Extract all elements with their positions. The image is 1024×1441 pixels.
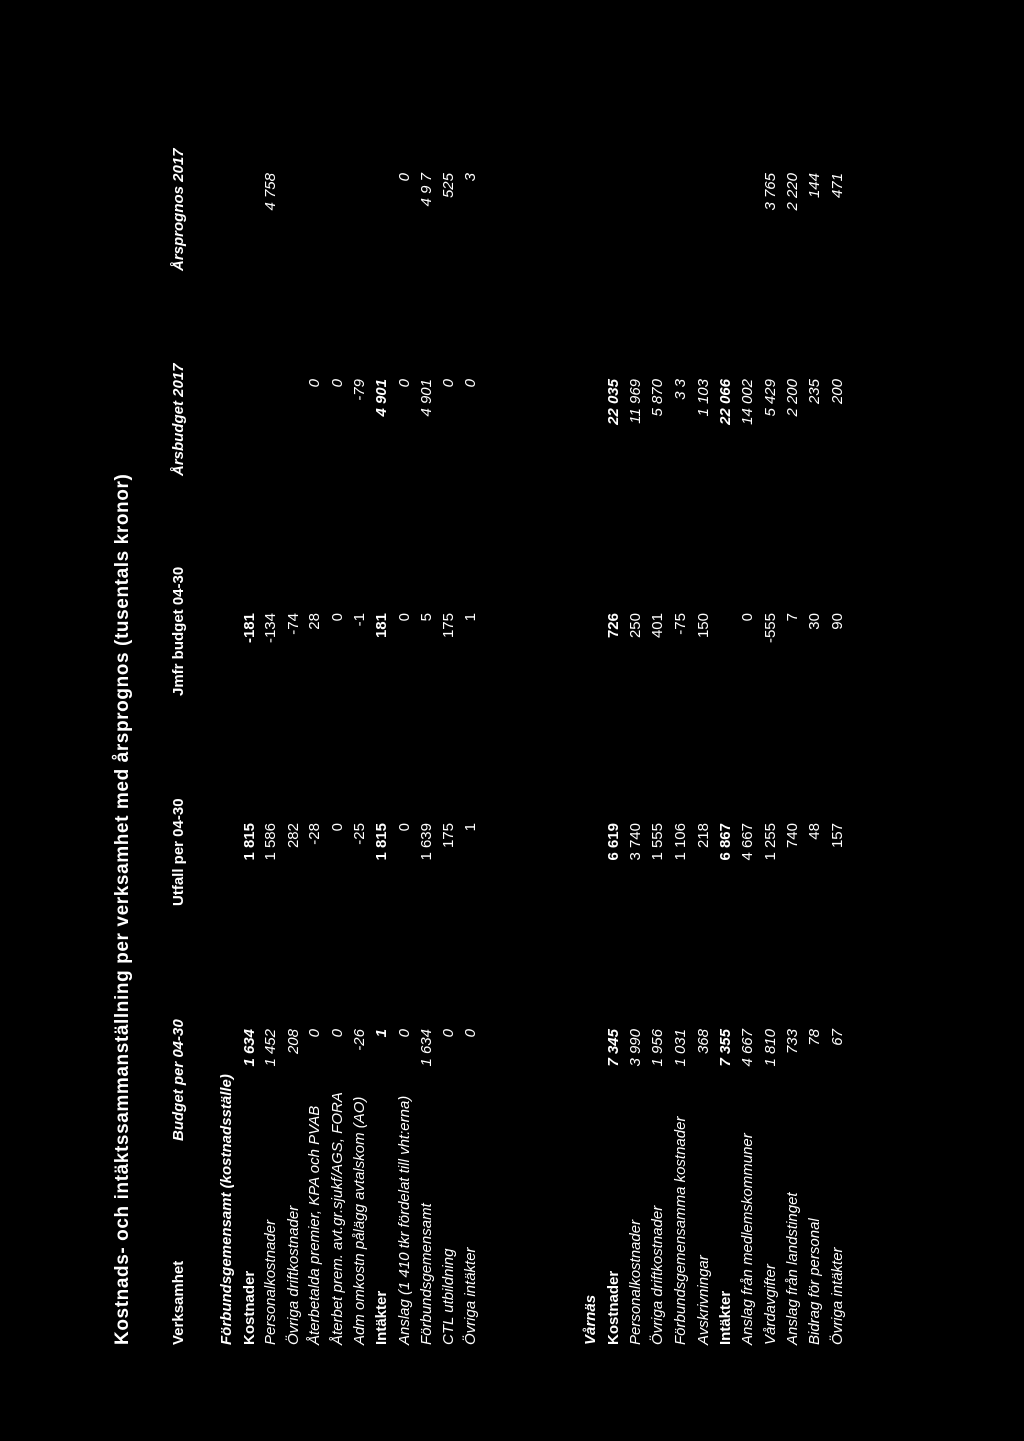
cell-col-2: 0 bbox=[396, 823, 413, 832]
cell-col-3: 28 bbox=[306, 613, 323, 630]
cell-col-2: 48 bbox=[806, 823, 823, 840]
row-label: Intäkter bbox=[373, 1290, 390, 1345]
cell-col-4: 200 bbox=[829, 379, 846, 405]
cell-col-3: 30 bbox=[806, 613, 823, 630]
table-row bbox=[672, 0, 696, 1441]
cell-col-1: 0 bbox=[329, 1029, 346, 1038]
table-row bbox=[784, 0, 808, 1441]
table-row bbox=[396, 0, 420, 1441]
cell-col-4: 0 bbox=[306, 379, 323, 388]
cell-col-3: -75 bbox=[672, 613, 689, 635]
cell-col-2: 1 815 bbox=[373, 823, 390, 861]
cell-col-2: 1 bbox=[462, 823, 479, 832]
cell-col-2: 0 bbox=[329, 823, 346, 832]
cell-col-4: 5 429 bbox=[762, 379, 779, 417]
cell-col-3: 181 bbox=[373, 613, 390, 639]
row-label: Förbundsgemensamt (kostnadsställe) bbox=[218, 1074, 235, 1345]
cell-col-1: -26 bbox=[351, 1029, 368, 1051]
table-row bbox=[582, 0, 606, 1441]
cell-col-4: 22 066 bbox=[717, 379, 734, 425]
cell-col-3: 0 bbox=[739, 613, 756, 622]
cell-col-2: 3 740 bbox=[627, 823, 644, 861]
table-row bbox=[739, 0, 763, 1441]
cell-col-4: 11 969 bbox=[627, 379, 644, 424]
table-row bbox=[605, 0, 629, 1441]
cell-col-2: -25 bbox=[351, 823, 368, 845]
cell-col-4: 4 901 bbox=[373, 379, 390, 417]
row-label: Återbet prem. avt.gr.sjukf/AGS, FORA bbox=[329, 1092, 346, 1345]
column-header-arsprognos: Årsprognos 2017 bbox=[170, 148, 187, 271]
cell-col-2: 1 255 bbox=[762, 823, 779, 861]
cell-col-3: 5 bbox=[418, 613, 435, 622]
cell-col-3: 250 bbox=[627, 613, 644, 639]
cell-col-5: 4 9 7 bbox=[418, 173, 435, 207]
cell-col-2: 6 619 bbox=[605, 823, 622, 861]
row-label: Förbundsgemensamma kostnader bbox=[672, 1116, 689, 1345]
table-row bbox=[462, 0, 486, 1441]
cell-col-3: 726 bbox=[605, 613, 622, 639]
cell-col-3: 401 bbox=[649, 613, 666, 639]
cell-col-1: 1 bbox=[373, 1029, 390, 1038]
row-label: Förbundsgemensamt bbox=[418, 1203, 435, 1345]
cell-col-3: 0 bbox=[396, 613, 413, 622]
row-label: Intäkter bbox=[717, 1290, 734, 1345]
table-row bbox=[695, 0, 719, 1441]
cell-col-2: 1 586 bbox=[262, 823, 279, 861]
table-row bbox=[329, 0, 353, 1441]
table-row bbox=[351, 0, 375, 1441]
table-row bbox=[762, 0, 786, 1441]
cell-col-5: 0 bbox=[396, 173, 413, 182]
cell-col-1: 3 990 bbox=[627, 1029, 644, 1067]
cell-col-1: 0 bbox=[396, 1029, 413, 1038]
cell-col-1: 208 bbox=[285, 1029, 302, 1055]
cell-col-3: 0 bbox=[329, 613, 346, 622]
cell-col-2: 157 bbox=[829, 823, 846, 849]
table-row bbox=[806, 0, 830, 1441]
row-label: Anslag från medlemskommuner bbox=[739, 1133, 756, 1345]
cell-col-1: 733 bbox=[784, 1029, 801, 1055]
cell-col-3: -74 bbox=[285, 613, 302, 635]
row-label: Övriga driftkostnader bbox=[649, 1205, 666, 1345]
cell-col-3: -181 bbox=[241, 613, 258, 644]
report-title: Kostnads- och intäktssammanställning per verksamhet med årsprognos (tusentals kronor) bbox=[112, 473, 133, 1345]
cell-col-5: 4 758 bbox=[262, 173, 279, 211]
cell-col-1: 0 bbox=[440, 1029, 457, 1038]
cell-col-3: 7 bbox=[784, 613, 801, 622]
table-row bbox=[418, 0, 442, 1441]
cell-col-1: 368 bbox=[695, 1029, 712, 1055]
cell-col-1: 7 355 bbox=[717, 1029, 734, 1067]
table-row bbox=[440, 0, 464, 1441]
table-row bbox=[218, 0, 242, 1441]
column-header-budget: Budget per 04-30 bbox=[170, 1019, 187, 1141]
row-label: Adm omkostn pålägg avtalskom (AO) bbox=[351, 1096, 368, 1345]
row-label: Övriga intäkter bbox=[462, 1247, 479, 1345]
row-label: Personalkostnader bbox=[262, 1219, 279, 1345]
table-row bbox=[829, 0, 853, 1441]
cell-col-3: -555 bbox=[762, 613, 779, 644]
cell-col-2: 218 bbox=[695, 823, 712, 849]
cell-col-1: 67 bbox=[829, 1029, 846, 1046]
table-row bbox=[306, 0, 330, 1441]
cell-col-5: 471 bbox=[829, 173, 846, 199]
table-row bbox=[627, 0, 651, 1441]
cell-col-2: 175 bbox=[440, 823, 457, 849]
cell-col-1: 7 345 bbox=[605, 1029, 622, 1067]
row-label: Kostnader bbox=[605, 1270, 622, 1345]
cell-col-3: 150 bbox=[695, 613, 712, 639]
cell-col-2: -28 bbox=[306, 823, 323, 845]
row-label: Bidrag för personal bbox=[806, 1218, 823, 1345]
row-label: Återbetalda premier, KPA och PVAB bbox=[306, 1105, 323, 1345]
cell-col-2: 4 667 bbox=[739, 823, 756, 861]
cell-col-4: 0 bbox=[440, 379, 457, 388]
cell-col-5: 144 bbox=[806, 173, 823, 199]
cell-col-2: 1 639 bbox=[418, 823, 435, 861]
cell-col-2: 1 106 bbox=[672, 823, 689, 861]
cell-col-2: 282 bbox=[285, 823, 302, 849]
cell-col-3: -134 bbox=[262, 613, 279, 644]
row-label: Kostnader bbox=[241, 1270, 258, 1345]
row-label: Anslag från landstinget bbox=[784, 1192, 801, 1345]
cell-col-2: 1 555 bbox=[649, 823, 666, 861]
cell-col-4: 14 002 bbox=[739, 379, 756, 425]
table-row bbox=[717, 0, 741, 1441]
cell-col-1: 1 810 bbox=[762, 1029, 779, 1067]
cell-col-4: 22 035 bbox=[605, 379, 622, 425]
cell-col-4: 235 bbox=[806, 379, 823, 405]
row-label: Avskrivningar bbox=[695, 1255, 712, 1345]
cell-col-2: 1 815 bbox=[241, 823, 258, 861]
cell-col-4: 5 870 bbox=[649, 379, 666, 417]
cell-col-1: 1 031 bbox=[672, 1029, 689, 1067]
cell-col-4: -79 bbox=[351, 379, 368, 401]
cell-col-4: 0 bbox=[396, 379, 413, 388]
cell-col-4: 4 901 bbox=[418, 379, 435, 417]
cell-col-1: 1 634 bbox=[418, 1029, 435, 1067]
table-row bbox=[262, 0, 286, 1441]
row-label: Övriga intäkter bbox=[829, 1247, 846, 1345]
cell-col-4: 2 200 bbox=[784, 379, 801, 417]
cell-col-3: 175 bbox=[440, 613, 457, 639]
cell-col-1: 0 bbox=[462, 1029, 479, 1038]
cell-col-5: 3 bbox=[462, 173, 479, 182]
cell-col-1: 4 667 bbox=[739, 1029, 756, 1067]
cell-col-3: 90 bbox=[829, 613, 846, 630]
cell-col-1: 1 956 bbox=[649, 1029, 666, 1067]
cell-col-1: 78 bbox=[806, 1029, 823, 1046]
table-row bbox=[649, 0, 673, 1441]
cell-col-5: 525 bbox=[440, 173, 457, 199]
cell-col-5: 2 220 bbox=[784, 173, 801, 211]
column-header-arsbudget: Årsbudget 2017 bbox=[170, 363, 187, 476]
cell-col-2: 740 bbox=[784, 823, 801, 849]
cell-col-1: 0 bbox=[306, 1029, 323, 1038]
row-label: Personalkostnader bbox=[627, 1219, 644, 1345]
cell-col-2: 6 867 bbox=[717, 823, 734, 861]
cell-col-4: 0 bbox=[462, 379, 479, 388]
table-row bbox=[373, 0, 397, 1441]
cell-col-5: 3 765 bbox=[762, 173, 779, 211]
cell-col-4: 1 103 bbox=[695, 379, 712, 417]
column-header-jmfr: Jmfr budget 04-30 bbox=[170, 566, 187, 696]
row-label: Vårdavgifter bbox=[762, 1264, 779, 1345]
column-header-utfall: Utfall per 04-30 bbox=[170, 798, 187, 906]
column-header-verksamhet: Verksamhet bbox=[170, 1260, 187, 1345]
cell-col-1: 1 452 bbox=[262, 1029, 279, 1067]
cell-col-3: 1 bbox=[462, 613, 479, 622]
row-label: Vårnäs bbox=[582, 1294, 599, 1345]
cell-col-4: 0 bbox=[329, 379, 346, 388]
row-label: CTL utbildning bbox=[440, 1248, 457, 1345]
row-label: Övriga driftkostnader bbox=[285, 1205, 302, 1345]
row-label: Anslag (1 410 tkr fördelat till vht:erna) bbox=[396, 1095, 413, 1345]
cell-col-3: -1 bbox=[351, 613, 368, 627]
cell-col-4: 3 3 bbox=[672, 379, 689, 400]
cell-col-1: 1 634 bbox=[241, 1029, 258, 1067]
